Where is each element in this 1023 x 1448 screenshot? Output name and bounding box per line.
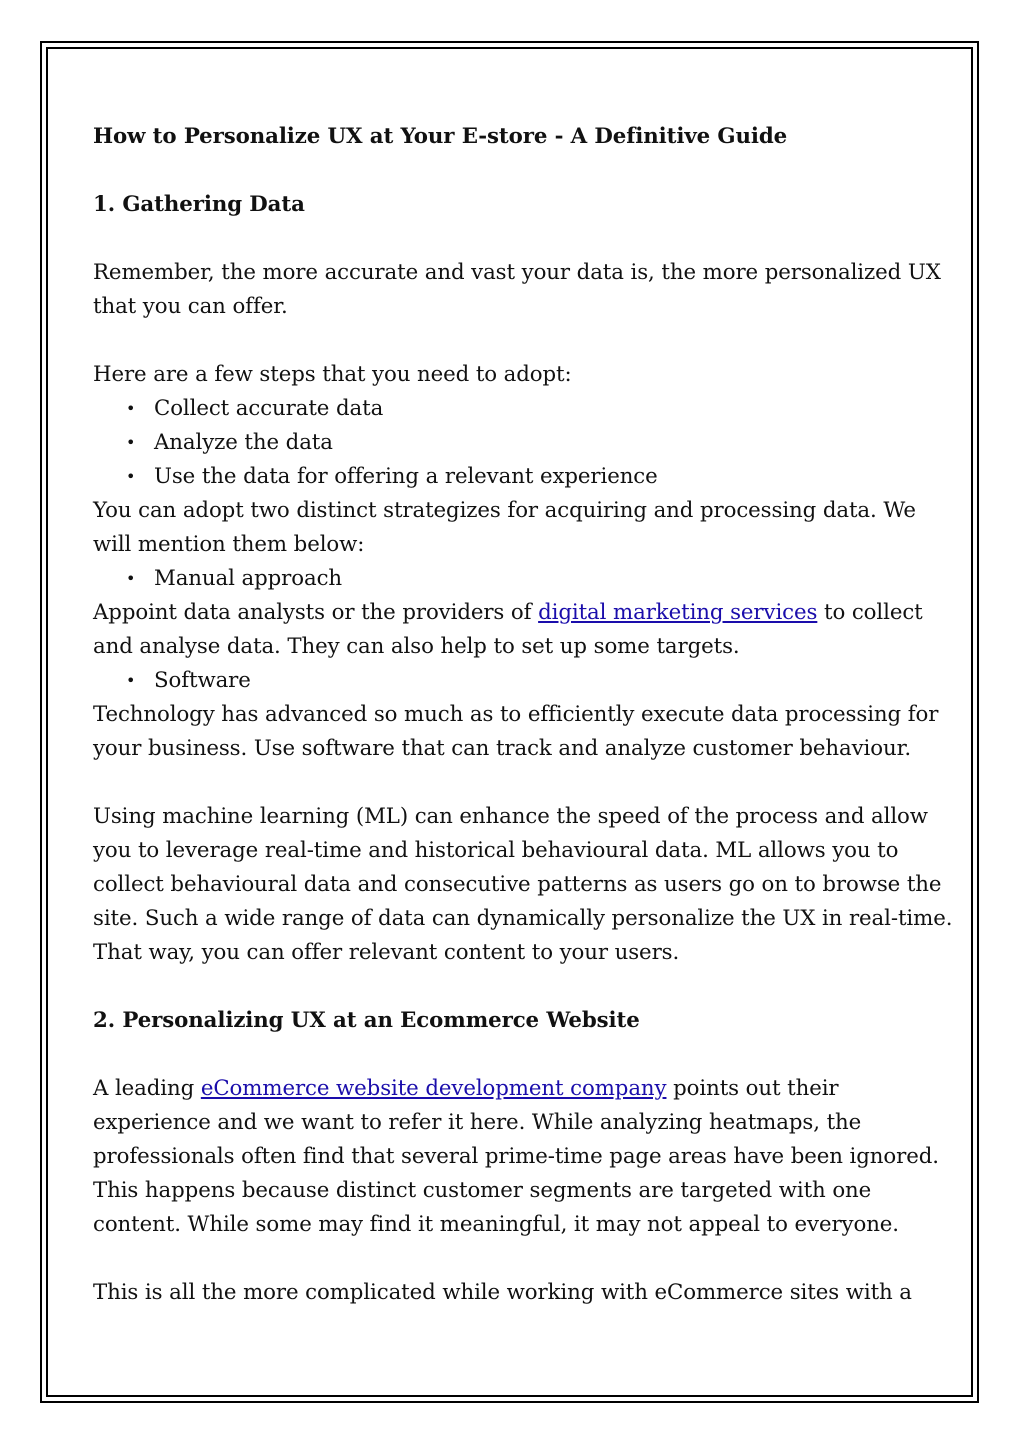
text-segment: to collect and analyse data. They can also help to set up some targets. [93, 600, 923, 659]
list-item [93, 392, 953, 426]
paragraph-ecommerce-company [93, 1072, 953, 1242]
list-item-text: Collect accurate data [154, 396, 384, 421]
section-heading-personalizing-ux: 2. Personalizing UX at an Ecommerce Website [93, 1008, 640, 1033]
paragraph-software: Technology has advanced so much as to efficiently execute data processing for your business. Use software that can track and analyze customer behaviour. [93, 702, 939, 761]
paragraph-machine-learning: Using machine learning (ML) can enhance the speed of the process and allow you to leverage real-time and historical behavioural data. ML allows you to collect behavioural data and consecutive patterns as users go on to browse the site. Such a wide range of data can dynamically personalize the UX in real-time. That way, you can offer relevant content to your users. [93, 804, 953, 965]
paragraph-steps-intro: Here are a few steps that you need to adopt: [93, 362, 572, 387]
approach-list-manual [93, 562, 953, 596]
list-item-text: Software [154, 668, 251, 693]
bullet-icon: • [126, 433, 136, 452]
text-segment: Appoint data analysts or the providers of [93, 600, 539, 625]
list-item-text: Manual approach [154, 566, 343, 591]
list-item [93, 460, 953, 494]
paragraph-intro: Remember, the more accurate and vast your data is, the more personalized UX that you can offer. [93, 260, 941, 319]
paragraph-manual-approach [93, 596, 953, 664]
ecommerce-development-company-link[interactable]: eCommerce website development company [200, 1076, 667, 1101]
list-item [93, 426, 953, 460]
bullet-icon: • [126, 467, 136, 486]
section-heading-gathering-data: 1. Gathering Data [93, 192, 305, 217]
list-item-text: Analyze the data [154, 430, 333, 455]
list-item [93, 562, 953, 596]
steps-list [93, 392, 953, 494]
list-item [93, 664, 953, 698]
paragraph-strategies: You can adopt two distinct strategizes for acquiring and processing data. We will mention them below: [93, 498, 916, 557]
list-item-text: Use the data for offering a relevant experience [154, 464, 658, 489]
document-body [93, 120, 953, 1310]
approach-list-software [93, 664, 953, 698]
text-segment: A leading [93, 1076, 201, 1101]
bullet-icon: • [126, 569, 136, 588]
document-title: How to Personalize UX at Your E-store - A Definitive Guide [93, 124, 788, 149]
bullet-icon: • [126, 399, 136, 418]
text-segment: points out their experience and we want to refer it here. While analyzing heatmaps, the professionals often find that several prime-time page areas have been ignored. This happens because distinct customer segments are targeted with one content. While some may find it meaningful, it may not appeal to everyone. [93, 1076, 939, 1237]
bullet-icon: • [126, 671, 136, 690]
digital-marketing-services-link[interactable]: digital marketing services [538, 600, 818, 625]
paragraph-complicated: This is all the more complicated while working with eCommerce sites with a [93, 1280, 912, 1305]
